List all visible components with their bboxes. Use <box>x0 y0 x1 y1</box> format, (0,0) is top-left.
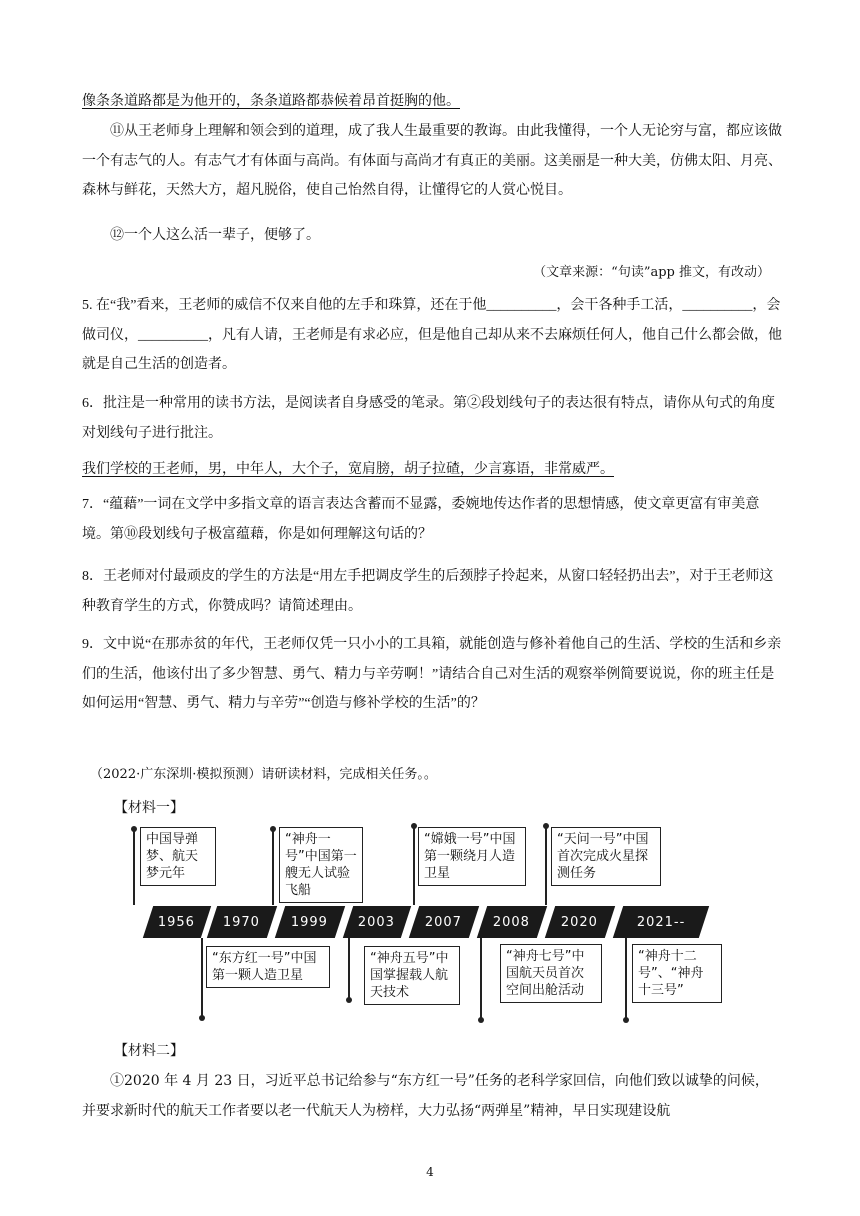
timeline-connector <box>201 938 203 1018</box>
year-2021: 2021-- <box>613 906 709 938</box>
year-2008: 2008 <box>477 906 547 938</box>
article-source: （文章来源：“句读”app 推文，有改动） <box>533 265 770 280</box>
timeline-event-2003: “神舟五号”中国掌握载人航天技术 <box>364 946 460 1005</box>
timeline-event-2021: “神舟十二号”、“神舟十三号” <box>632 944 722 1003</box>
material-one-label: 【材料一】 <box>114 800 184 816</box>
task-intro: （2022·广东深圳·模拟预测）请研读材料，完成相关任务。。 <box>90 767 437 782</box>
year-1970: 1970 <box>207 906 277 938</box>
question-7: 7．“蕴藉”一词在文学中多指文章的语言表达含蓄而不显露，委婉地传达作者的思想情感，使文章更富有审美意境。第⑩段划线句子极富蕴藉，你是如何理解这句话的？ <box>82 497 760 542</box>
paragraph-11: ⑪从王老师身上理解和领会到的道理，成了我人生最重要的教诲。由此我懂得，一个人无论穷与富，都应该做一个有志气的人。有志气才有体面与高尚。有体面与高尚才有真正的美丽。这美丽是一种大美，仿佛太阳、月亮、森林与鲜花，天然大方，超凡脱俗，使自己怡然自得，让懂得它的人赏心悦目。 <box>82 123 782 198</box>
year-2003: 2003 <box>343 906 411 938</box>
timeline-event-1999: “神舟一号”中国第一艘无人试验飞船 <box>279 827 363 903</box>
material-two-label: 【材料二】 <box>114 1043 184 1059</box>
timeline-event-1970: “东方红一号”中国第一颗人造卫星 <box>206 946 330 988</box>
year-1956: 1956 <box>143 906 211 938</box>
year-2007: 2007 <box>409 906 479 938</box>
question-8: 8．王老师对付最顽皮的学生的方法是“用左手把调皮学生的后颈脖子拎起来，从窗口轻轻扔出去”，对于王老师这种教育学生的方式，你赞成吗？请简述理由。 <box>82 569 774 614</box>
question-6-quote: 我们学校的王老师，男，中年人，大个子，宽肩膀，胡子拉碴，少言寡语，非常威严。 <box>82 461 614 477</box>
question-9: 9．文中说“在那赤贫的年代，王老师仅凭一只小小的工具箱，就能创造与修补着他自己的生活、学校的生活和乡亲们的生活，他该付出了多少智慧、勇气、精力与辛劳啊！”请结合自己对生活的观察举例简要说说，你的班主任是如何运用“智慧、勇气、精力与辛劳”“创造与修补学校的生活”的？ <box>82 637 782 711</box>
timeline-event-2007: “嫦娥一号”中国第一颗绕月人造卫星 <box>418 827 526 886</box>
timeline-connector <box>272 829 274 905</box>
timeline-event-2008: “神舟七号”中国航天员首次空间出舱活动 <box>500 944 602 1003</box>
timeline-connector <box>133 829 135 905</box>
underlined-sentence: 像条条道路都是为他开的，条条道路都恭候着昂首挺胸的他。 <box>82 93 460 109</box>
timeline-connector <box>348 938 350 1000</box>
timeline-event-2020: “天问一号”中国首次完成火星探测任务 <box>551 827 661 886</box>
timeline-connector <box>480 938 482 1020</box>
paragraph-12: ⑫一个人这么活一辈子，便够了。 <box>110 227 320 243</box>
timeline-connector <box>413 826 415 905</box>
question-6: 6．批注是一种常用的读书方法，是阅读者自身感受的笔录。第②段划线句子的表达很有特点，请你从句式的角度对划线句子进行批注。 <box>82 396 775 441</box>
timeline-connector <box>625 938 627 1020</box>
timeline-connector <box>545 826 547 905</box>
material-two-paragraph: ①2020 年 4 月 23 日，习近平总书记给参与“东方红一号”任务的老科学家回信，向他们致以诚挚的问候，并要求新时代的航天工作者要以老一代航天人为榜样，大力弘扬“两弹星”精神，早日实现建设航 <box>82 1073 769 1119</box>
page-number: 4 <box>426 1165 434 1179</box>
year-2020: 2020 <box>545 906 615 938</box>
question-5: 5. 在“我”看来，王老师的威信不仅来自他的左手和珠算，还在于他__________，会干各种手工活，__________，会做司仪，__________，凡有人请，王老师是有求必应，但是他自己却从来不去麻烦任何人，他自己什么都会做，他就是自己生活的创造者。 <box>82 298 782 372</box>
year-1999: 1999 <box>275 906 345 938</box>
timeline-event-1956: 中国导弹梦、航天梦元年 <box>140 827 216 886</box>
